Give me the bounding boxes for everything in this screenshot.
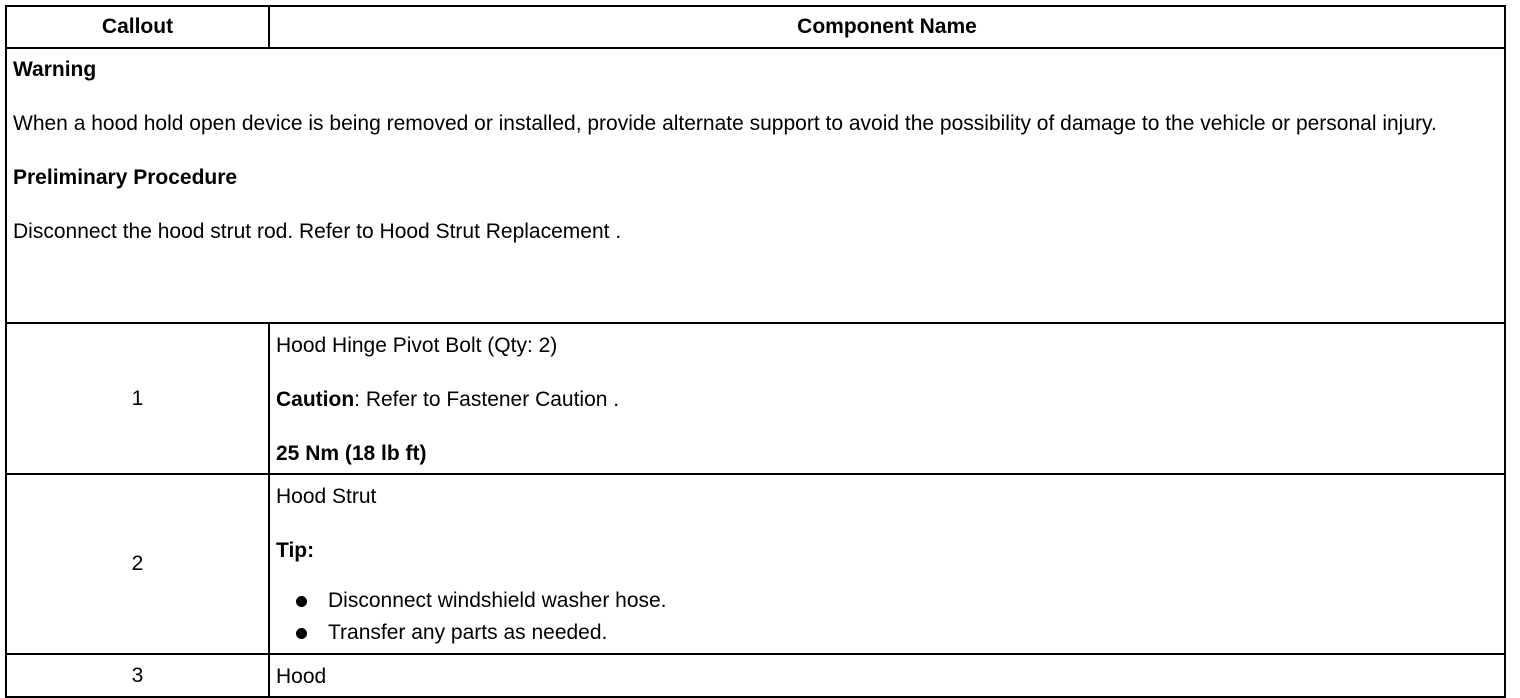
caution-line xyxy=(276,384,1498,415)
component-cell xyxy=(269,323,1505,474)
component-cell xyxy=(269,474,1505,654)
intro-row xyxy=(6,48,1505,323)
table-row xyxy=(6,323,1505,474)
callout-number: 1 xyxy=(6,323,269,474)
component-name: Hood Strut xyxy=(276,485,377,508)
component-name: Hood Hinge Pivot Bolt (Qty: 2) xyxy=(276,334,558,357)
callout-number: 2 xyxy=(6,474,269,654)
procedure-text: Disconnect the hood strut rod. Refer to Hood Strut Replacement . xyxy=(13,220,622,243)
procedure-heading: Preliminary Procedure xyxy=(13,166,238,189)
tip-label: Tip: xyxy=(276,539,315,562)
bullet-icon xyxy=(296,628,307,639)
component-name-column-header: Component Name xyxy=(269,6,1505,48)
warning-text: When a hood hold open device is being removed or installed, provide alternate support to avoid the possibility of damage to the vehicle or personal injury. xyxy=(13,112,1437,135)
tip-text: Transfer any parts as needed. xyxy=(328,621,608,644)
table-row xyxy=(6,654,1505,697)
torque-spec: 25 Nm (18 lb ft) xyxy=(276,442,427,465)
bullet-icon xyxy=(296,596,307,607)
callout-column-header: Callout xyxy=(6,6,269,48)
tip-text: Disconnect windshield washer hose. xyxy=(328,589,667,612)
table-header-row xyxy=(6,6,1505,48)
list-item xyxy=(296,585,1498,617)
component-name: Hood xyxy=(269,654,1505,697)
intro-cell xyxy=(6,48,1505,323)
tip-list xyxy=(276,585,1498,649)
caution-label: Caution xyxy=(276,388,355,411)
procedure-table-container xyxy=(5,5,1506,698)
table-row xyxy=(6,474,1505,654)
callout-number: 3 xyxy=(6,654,269,697)
warning-heading: Warning xyxy=(13,58,97,81)
caution-text: : Refer to Fastener Caution . xyxy=(354,388,620,411)
list-item xyxy=(296,617,1498,649)
procedure-table xyxy=(5,5,1506,698)
